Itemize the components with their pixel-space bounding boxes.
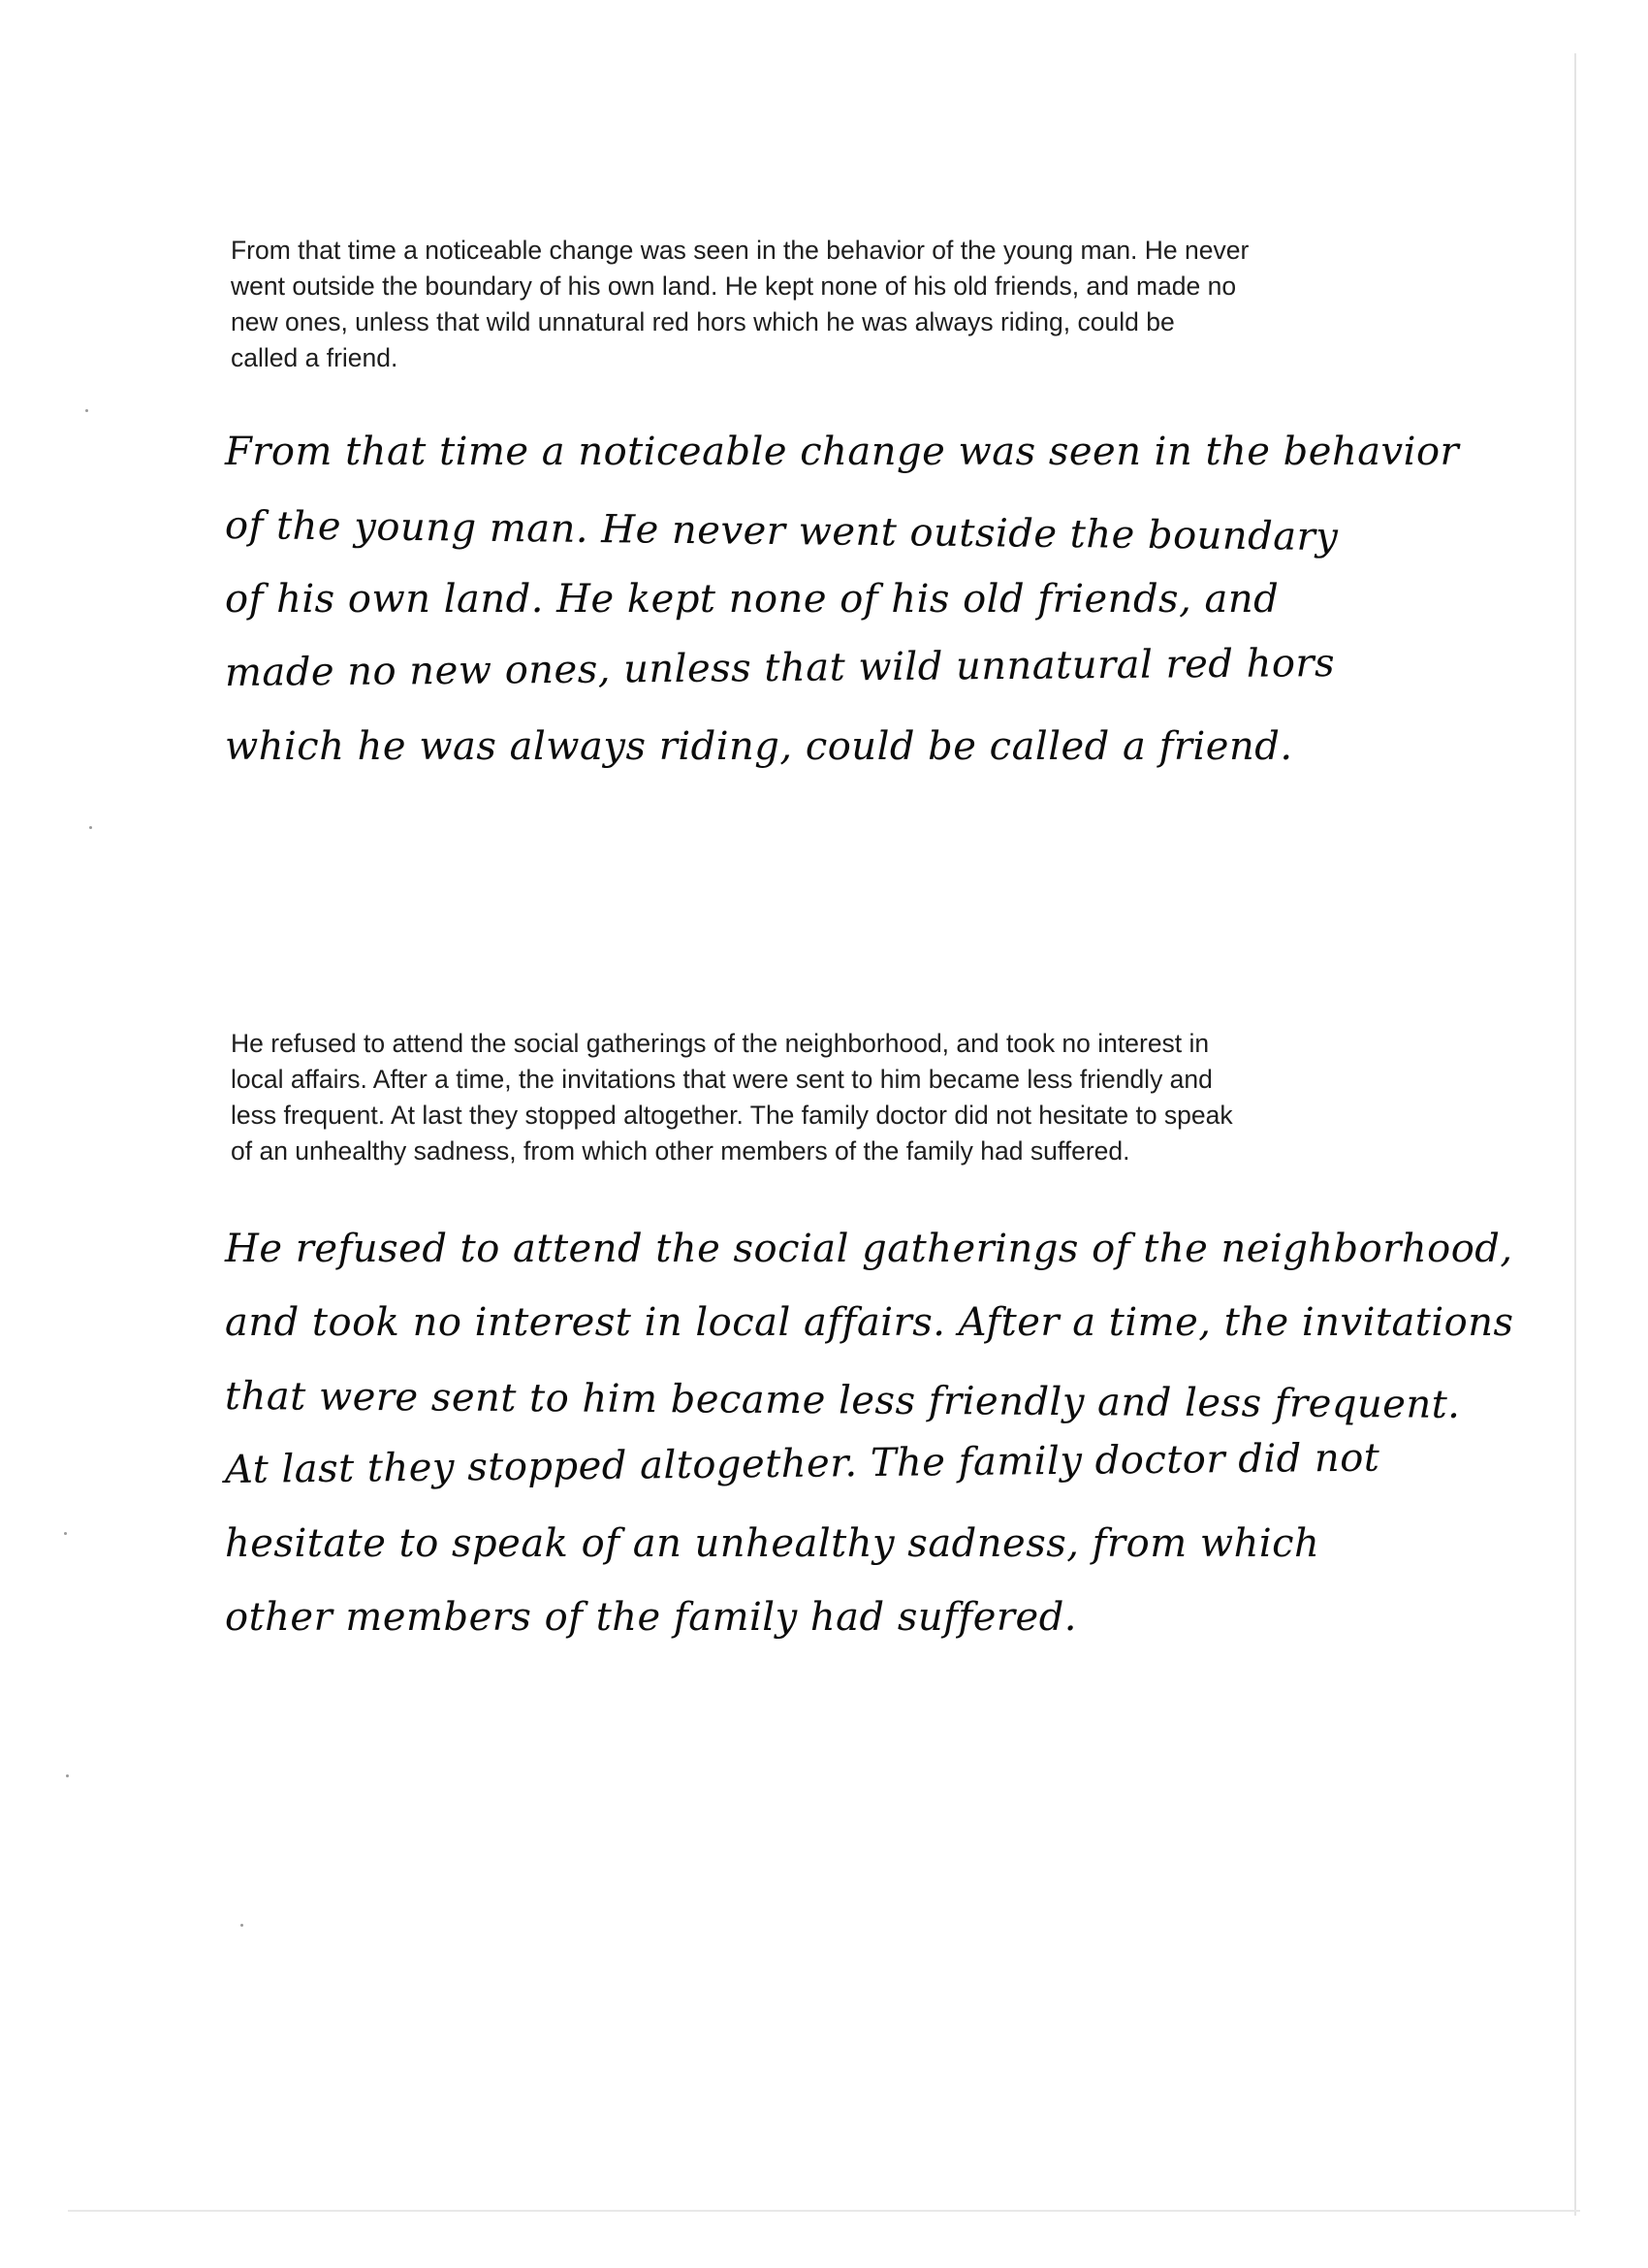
printed-paragraph-2 (231, 1026, 1423, 1169)
printed-line: local affairs. After a time, the invitations that were sent to him became less friendly and (231, 1065, 1213, 1094)
handwritten-line: hesitate to speak of an unhealthy sadness, from which (225, 1521, 1320, 1566)
handwritten-line: and took no interest in local affairs. After a time, the invitations (225, 1300, 1514, 1345)
printed-line: He refused to attend the social gatherings of the neighborhood, and took no interest in (231, 1029, 1210, 1058)
handwritten-line: At last they stopped altogether. The family doctor did not (224, 1435, 1380, 1492)
handwritten-line: of the young man. He never went outside the boundary (224, 503, 1339, 560)
printed-line: less frequent. At last they stopped altogether. The family doctor did not hesitate to speak (231, 1101, 1233, 1130)
scan-speck (89, 826, 92, 829)
scan-speck (64, 1532, 67, 1535)
scan-speck (66, 1774, 69, 1777)
handwritten-line: He refused to attend the social gatherings of the neighborhood, (225, 1227, 1513, 1271)
handwritten-line: made no new ones, unless that wild unnatural red hors (224, 641, 1336, 695)
handwritten-line: other members of the family had suffered. (225, 1595, 1078, 1640)
handwritten-line: From that time a noticeable change was seen in the behavior (225, 430, 1460, 474)
printed-line: of an unhealthy sadness, from which other members of the family had suffered. (231, 1136, 1130, 1166)
scan-speck (240, 1924, 243, 1927)
printed-line: From that time a noticeable change was seen in the behavior of the young man. He never (231, 236, 1250, 265)
scan-edge-bottom (68, 2210, 1580, 2212)
handwritten-line: which he was always riding, could be called a friend. (225, 724, 1293, 769)
handwritten-line: of his own land. He kept none of his old friends, and (225, 577, 1280, 622)
printed-line: new ones, unless that wild unnatural red hors which he was always riding, could be (231, 307, 1175, 336)
handwritten-paragraph-1 (225, 415, 1514, 783)
handwritten-line: that were sent to him became less friendly and less frequent. (224, 1374, 1461, 1427)
printed-line: went outside the boundary of his own land. He kept none of his old friends, and made no (231, 272, 1237, 301)
printed-paragraph-1 (231, 233, 1423, 376)
handwritten-paragraph-2 (225, 1212, 1514, 1654)
scan-edge-right (1574, 53, 1576, 2216)
printed-line: called a friend. (231, 343, 398, 372)
scan-speck (85, 409, 88, 412)
